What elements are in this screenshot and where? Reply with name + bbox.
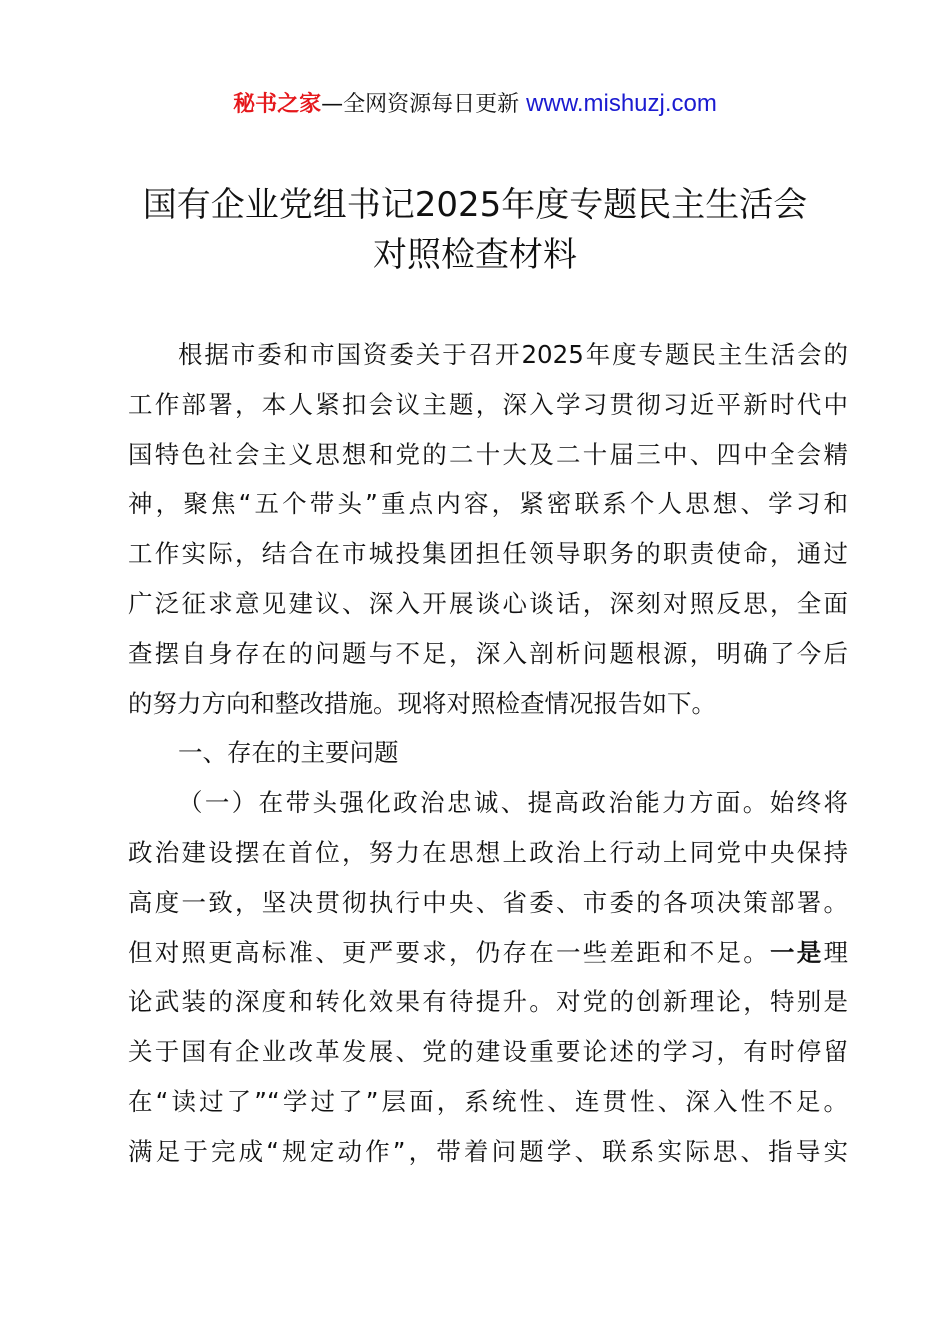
body-line: 关于国有企业改革发展、党的建设重要论述的学习，有时停留: [128, 1037, 848, 1067]
bold-label: 一是: [770, 937, 824, 967]
body-line: 工作部署，本人紧扣会议主题，深入学习贯彻习近平新时代中: [128, 389, 848, 419]
site-url-link[interactable]: www.mishuzj.com: [526, 90, 717, 117]
body-line: 工作实际，结合在市城投集团担任领导职务的职责使命，通过: [128, 539, 848, 569]
body-line: 的努力方向和整改措施。现将对照检查情况报告如下。: [128, 688, 716, 718]
body-line: 根据市委和市国资委关于召开2025年度专题民主生活会的: [178, 340, 848, 369]
body-text: 但对照更高标准、更严要求，仍存在一些差距和不足。: [128, 937, 770, 967]
body-line: 满足于完成“规定动作”，带着问题学、联系实际思、指导实: [128, 1136, 848, 1166]
body-line: （一）在带头强化政治忠诚、提高政治能力方面。始终将: [178, 788, 848, 818]
section-heading: 一、存在的主要问题: [178, 738, 399, 768]
body-line: [128, 928, 848, 978]
body-line: 查摆自身存在的问题与不足，深入剖析问题根源，明确了今后: [128, 638, 848, 668]
body-line: 广泛征求意见建议、深入开展谈心谈话，深刻对照反思，全面: [128, 588, 848, 618]
body-line: 论武装的深度和转化效果有待提升。对党的创新理论，特别是: [128, 987, 848, 1017]
body-line: 神，聚焦“五个带头”重点内容，紧密联系个人思想、学习和: [128, 489, 848, 519]
body-text: 理: [823, 937, 848, 967]
body-line: 国特色社会主义思想和党的二十大及二十届三中、四中全会精: [128, 439, 848, 469]
brand-name: 秘书之家: [233, 92, 322, 117]
title-line-2: 对照检查材料: [373, 235, 577, 275]
document-title: [0, 180, 950, 280]
banner-tagline: —全网资源每日更新: [321, 92, 527, 117]
body-line: 高度一致，坚决贯彻执行中央、省委、市委的各项决策部署。: [128, 887, 848, 917]
document-body: [128, 330, 848, 1177]
title-line-1: 国有企业党组书记2025年度专题民主生活会: [142, 185, 808, 225]
site-banner: [0, 88, 950, 121]
body-line: 政治建设摆在首位，努力在思想上政治上行动上同党中央保持: [128, 837, 848, 867]
body-line: 在“读过了”“学过了”层面，系统性、连贯性、深入性不足。: [128, 1086, 848, 1116]
